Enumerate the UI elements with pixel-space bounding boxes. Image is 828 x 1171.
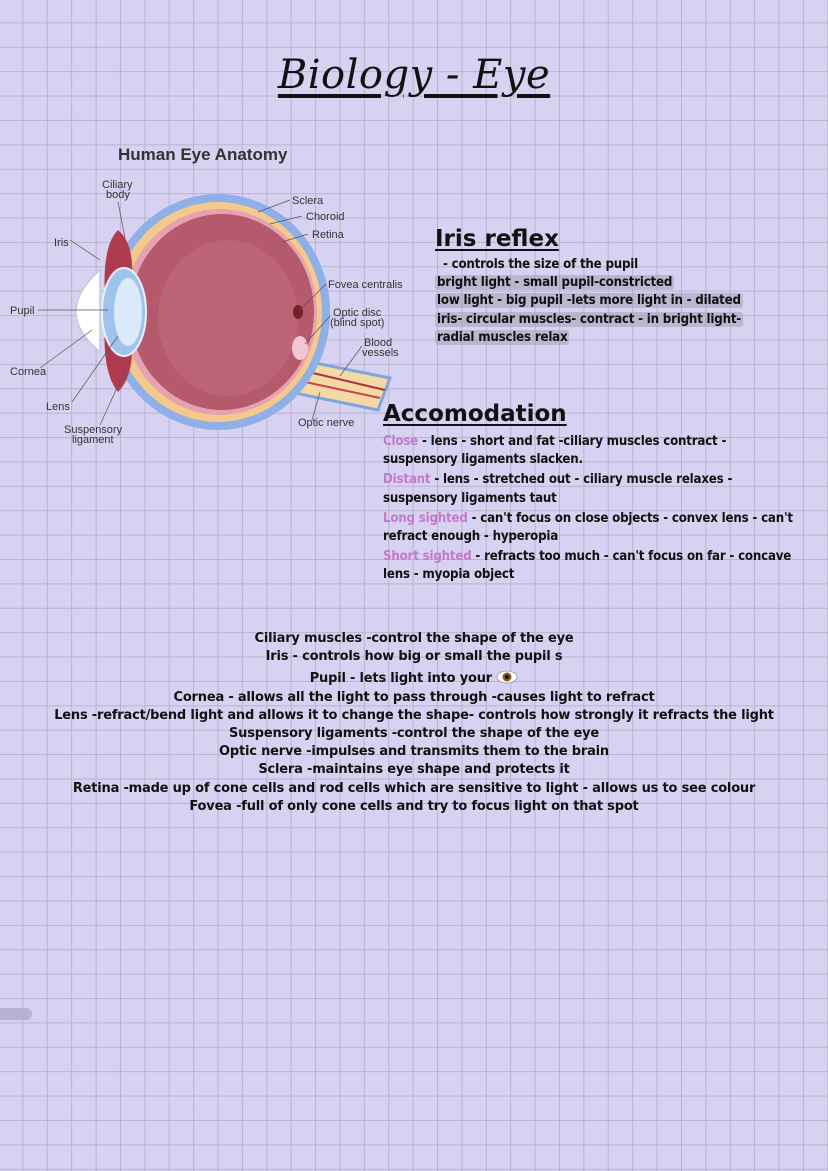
label-iris: Iris bbox=[54, 237, 69, 249]
iris-reflex-line: low light - big pupil -lets more light in - dilated bbox=[437, 293, 741, 309]
eye-anatomy-diagram bbox=[0, 130, 420, 450]
distant-term: Distant bbox=[383, 472, 431, 488]
close-term: Close bbox=[383, 434, 419, 449]
label-suspensory-2: ligament bbox=[72, 434, 114, 446]
diagram-title: Human Eye Anatomy bbox=[118, 145, 288, 164]
summary-pupil: Pupil - lets light into your bbox=[309, 671, 492, 687]
short-sighted-description-cont: lens - myopia object bbox=[383, 567, 515, 583]
label-choroid: Choroid bbox=[306, 211, 345, 223]
close-description: - lens - short and fat -ciliary muscles contract - bbox=[418, 434, 727, 449]
long-sighted-description: - can't focus on close objects - convex lens - can't bbox=[467, 510, 793, 526]
summary-retina: Retina -made up of cone cells and rod cells which are sensitive to light - allows us to see colour bbox=[72, 780, 756, 796]
label-optic-disc-2: (blind spot) bbox=[330, 317, 385, 329]
distant-description: - lens - stretched out - ciliary muscle relaxes - bbox=[430, 472, 733, 488]
label-lens: Lens bbox=[46, 401, 70, 413]
label-retina: Retina bbox=[312, 229, 344, 241]
label-blood-1: Blood bbox=[364, 337, 393, 349]
label-optic-nerve: Optic nerve bbox=[298, 417, 355, 429]
summary-cornea: Cornea - allows all the light to pass through -causes light to refract bbox=[173, 689, 655, 705]
accomodation-heading: Accomodation bbox=[383, 401, 567, 427]
long-sighted-description-cont: refract enough - hyperopia bbox=[383, 529, 559, 545]
label-suspensory-1: Suspensory bbox=[64, 424, 123, 436]
label-cornea: Cornea bbox=[10, 366, 47, 378]
long-sighted-term: Long sighted bbox=[383, 510, 468, 526]
label-blood-2: vessels bbox=[362, 347, 399, 359]
eye-parts-summary bbox=[0, 630, 828, 816]
summary-iris: Iris - controls how big or small the pupil s bbox=[265, 649, 563, 665]
summary-ciliary: Ciliary muscles -control the shape of the eye bbox=[254, 631, 574, 646]
close-description-cont: suspensory ligaments slacken. bbox=[383, 452, 583, 468]
scroll-handle[interactable] bbox=[0, 1008, 32, 1020]
distant-description-cont: suspensory ligaments taut bbox=[383, 490, 557, 506]
summary-sclera: Sclera -maintains eye shape and protects it bbox=[258, 762, 570, 778]
short-sighted-description: - refracts too much - can't focus on far - concave bbox=[471, 549, 792, 565]
label-ciliary-body-1: Ciliary bbox=[102, 179, 133, 191]
summary-optic-nerve: Optic nerve -impulses and transmits them to the brain bbox=[219, 744, 609, 760]
iris-reflex-notes bbox=[435, 256, 743, 347]
summary-lens: Lens -refract/bend light and allows it to change the shape- controls how strongly it refracts the light bbox=[54, 707, 774, 723]
short-sighted-term: Short sighted bbox=[383, 549, 472, 565]
iris-reflex-line: bright light - small pupil-constricted bbox=[437, 275, 673, 291]
iris-reflex-line: - controls the size of the pupil bbox=[443, 257, 639, 272]
iris-reflex-line: radial muscles relax bbox=[437, 329, 568, 345]
iris-reflex-line: iris- circular muscles- contract - in bright light- bbox=[437, 311, 742, 327]
label-ciliary-body-2: body bbox=[106, 189, 130, 201]
summary-fovea: Fovea -full of only cone cells and try to focus light on that spot bbox=[189, 798, 639, 814]
label-pupil: Pupil bbox=[10, 305, 35, 317]
label-optic-disc-1: Optic disc bbox=[333, 307, 382, 319]
accomodation-notes bbox=[383, 433, 793, 585]
eye-icon bbox=[496, 670, 518, 684]
summary-suspensory: Suspensory ligaments -control the shape of the eye bbox=[229, 726, 599, 742]
label-sclera: Sclera bbox=[292, 195, 324, 207]
label-fovea: Fovea centralis bbox=[328, 279, 403, 291]
page-title: Biology - Eye bbox=[277, 52, 551, 98]
iris-reflex-heading: Iris reflex bbox=[435, 226, 559, 252]
